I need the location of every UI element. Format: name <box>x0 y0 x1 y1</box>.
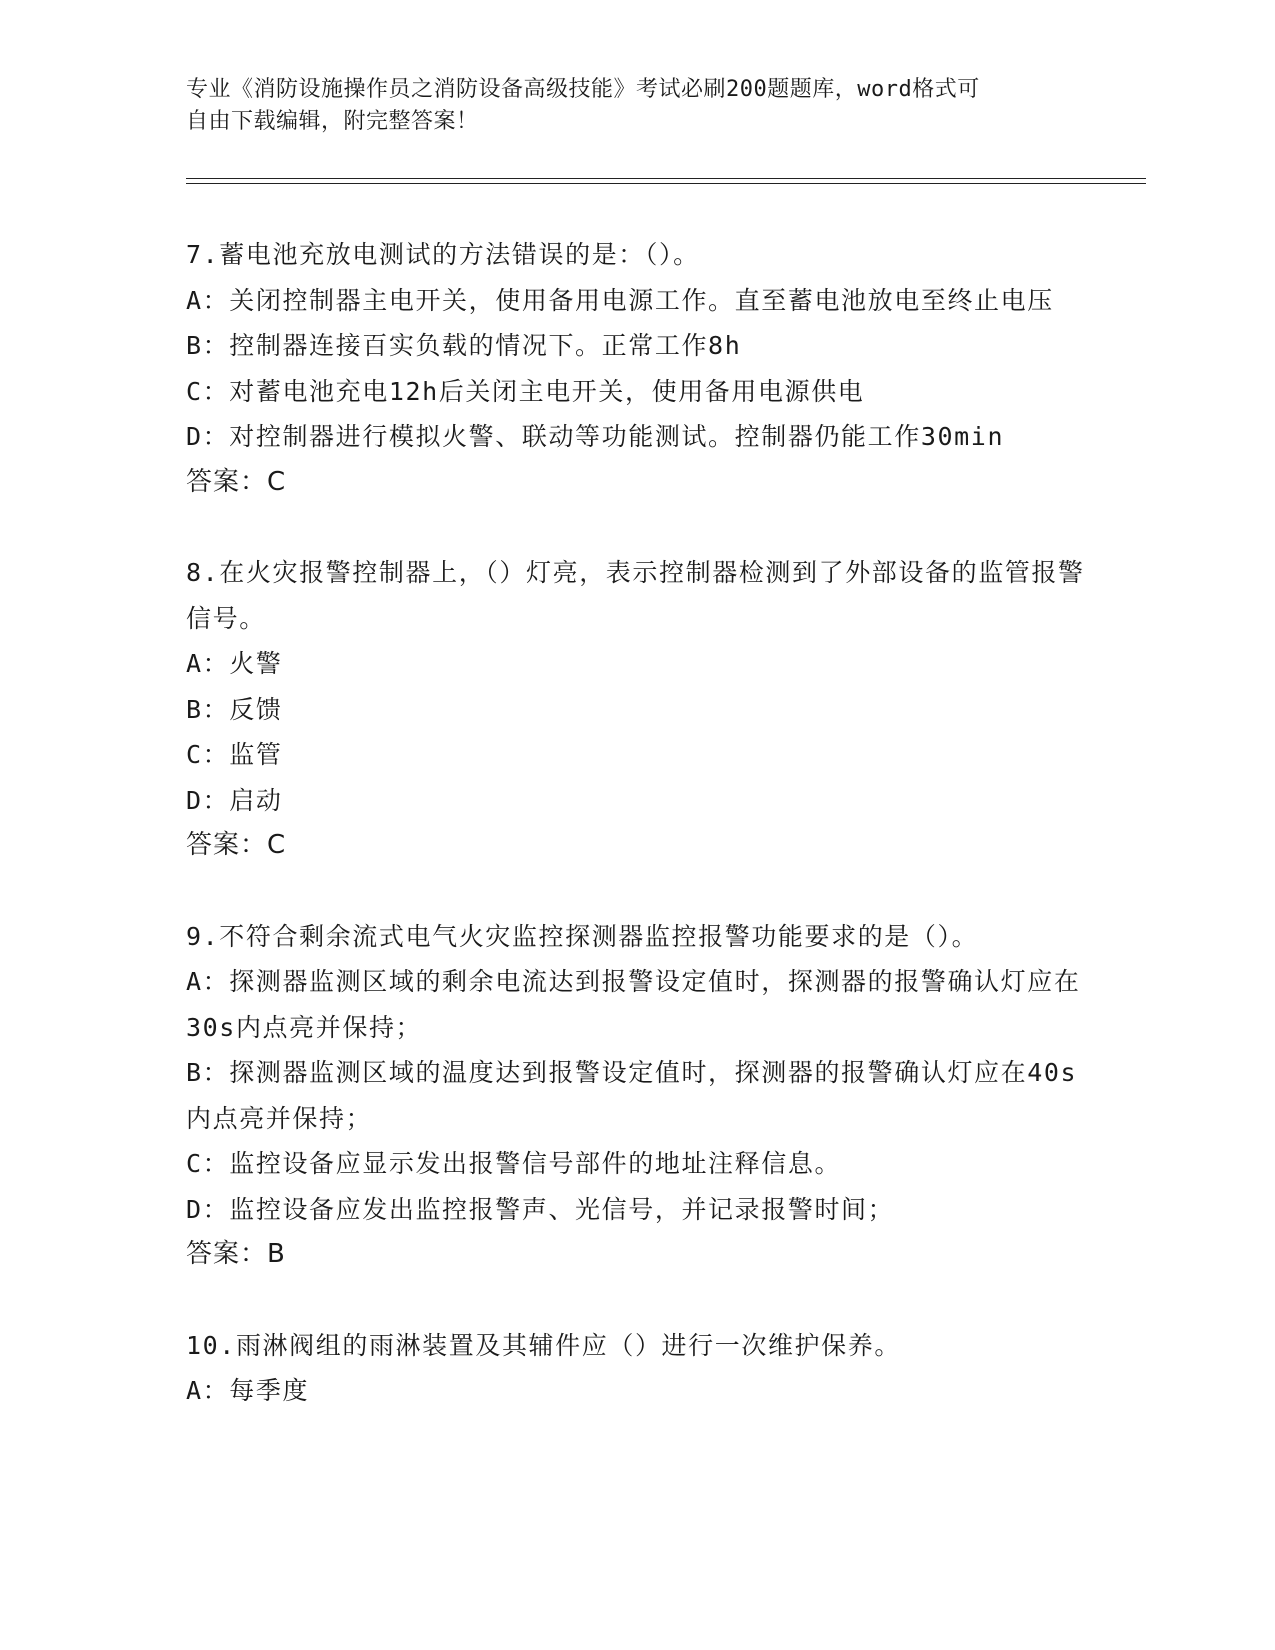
option-c: C：监管 <box>186 740 283 769</box>
question-stem: 10.雨淋阀组的雨淋装置及其辅件应（）进行一次维护保养。 <box>186 1330 901 1360</box>
question-stem: 8.在火灾报警控制器上，（）灯亮，表示控制器检测到了外部设备的监管报警信号。 <box>186 558 1085 633</box>
option-d: D：对控制器进行模拟火警、联动等功能测试。控制器仍能工作30min <box>186 422 1005 451</box>
option-d: D：监控设备应发出监控报警声、光信号，并记录报警时间； <box>186 1194 895 1224</box>
option-b: B：探测器监测区域的温度达到报警设定值时，探测器的报警确认灯应在40s内点亮并保持； <box>186 1058 1078 1133</box>
option-b: B：控制器连接百实负载的情况下。正常工作8h <box>186 331 742 360</box>
question-8 <box>186 550 1086 869</box>
option-c: C：对蓄电池充电12h后关闭主电开关，使用备用电源供电 <box>186 376 865 406</box>
question-list <box>186 232 1086 1459</box>
header-line-2: 自由下载编辑，附完整答案！ <box>186 109 479 134</box>
question-stem: 9.不符合剩余流式电气火灾监控探测器监控报警功能要求的是（）。 <box>186 921 979 951</box>
answer: 答案：C <box>186 466 287 497</box>
option-a: A：关闭控制器主电开关，使用备用电源工作。直至蓄电池放电至终止电压 <box>186 285 1054 315</box>
option-c: C：监控设备应显示发出报警信号部件的地址注释信息。 <box>186 1149 842 1178</box>
option-a: A：探测器监测区域的剩余电流达到报警设定值时，探测器的报警确认灯应在30s内点亮并保持； <box>186 967 1081 1042</box>
document-header <box>186 74 1086 138</box>
option-d: D：启动 <box>186 785 283 815</box>
header-divider-bottom <box>186 183 1146 184</box>
option-a: A：火警 <box>186 649 283 678</box>
option-b: B：反馈 <box>186 694 283 724</box>
question-10 <box>186 1323 1086 1414</box>
question-9 <box>186 914 1086 1278</box>
header-line-1: 专业《消防设施操作员之消防设备高级技能》考试必刷200题题库，word格式可 <box>186 77 980 102</box>
question-7 <box>186 232 1086 505</box>
header-divider-top <box>186 178 1146 179</box>
answer: 答案：C <box>186 830 287 860</box>
question-stem: 7.蓄电池充放电测试的方法错误的是：（）。 <box>186 240 700 269</box>
answer: 答案：B <box>186 1239 286 1269</box>
option-a: A：每季度 <box>186 1376 310 1405</box>
